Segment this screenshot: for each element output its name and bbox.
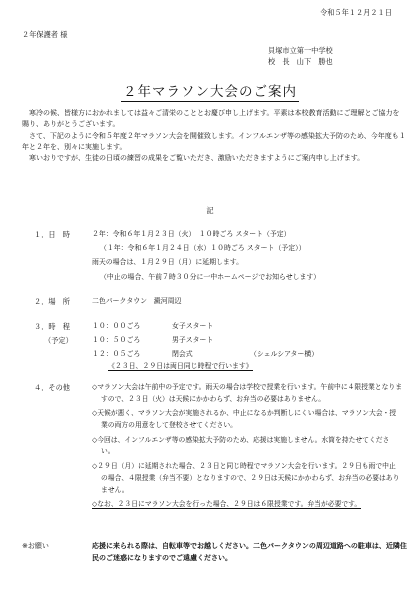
other-note-item — [92, 499, 402, 511]
other-note-item: ◇今回は、インフルエンザ等の感染拡大予防のため、応援は実施しません。水筒を持たせてください。 — [92, 435, 390, 456]
schedule-note — [108, 362, 253, 371]
intro-text — [22, 108, 406, 165]
other-note-item: ◇マラソン大会は午前中の予定です。雨天の場合は学校で授業を行います。午前中に４限授業となりますので、２３日（火）は天候にかかわらず、お弁当の必要はありません。 — [92, 383, 402, 403]
request-text: 応援に来られる際は、自転車等でお越しください。二色パークタウンの周辺道路への駐車は、近隣住民のご迷惑になりますのでご遠慮ください。 — [92, 542, 407, 562]
section-date-line: 雨天の場合は、１月２９日（月）に延期します。 — [92, 258, 244, 266]
schedule-note-text: 《２３日、２９日は両日同じ時程で行います》 — [108, 362, 253, 370]
schedule-time: １２：０５ごろ — [92, 350, 141, 358]
section-date-label: １．日 時 — [34, 230, 70, 239]
section-other-label: ４．その他 — [34, 383, 70, 392]
section-date-line: （中止の場合、午前７時３０分に一中ホームページでお知らせします） — [100, 273, 321, 281]
sender-block — [268, 45, 408, 67]
issue-date: 令和５年１２月２１日 — [320, 8, 392, 17]
section-schedule-label: ３．時 程 — [34, 322, 70, 331]
intro-paragraph: 寒いおりですが、生徒の日頃の練習の成果をご覧いただき、激励いただきますようにご案内申し上げます。 — [29, 154, 365, 163]
sender-principal: 校 長 山下 勝也 — [268, 57, 333, 67]
section-schedule-sublabel: （予定） — [44, 336, 73, 345]
other-note-item-underlined: ◇なお、２３日にマラソン大会を行った場合、２９日は６限授業です。弁当が必要です。 — [92, 500, 362, 509]
recipient: ２年保護者 様 — [22, 30, 68, 39]
intro-paragraph: さて、下記のように令和５年度２年マラソン大会を開催致します。インフルエンザ等の感染拡大予防のため、今年度も１年と２年を、別々に実施します。 — [22, 131, 406, 151]
schedule-event: 男子スタート — [172, 336, 214, 344]
section-date-line: ２年：令和６年１月２３日（火） １０時ごろ スタート（予定） — [92, 230, 291, 238]
section-date-line: （１年：令和６年１月２４日（水）１０時ごろ スタート（予定）） — [100, 244, 306, 252]
other-note-item: ◇２９日（月）に延期された場合、２３日と同じ時程でマラソン大会を行います。２９日も雨で中止の場合、４限授業（弁当不要）となりますので、２９日は天候にかかわらず、お弁当の必要はありません。 — [92, 462, 400, 494]
schedule-event: 閉会式 — [172, 350, 193, 358]
schedule-event: 女子スタート — [172, 322, 214, 330]
section-place-label: ２．場 所 — [34, 297, 70, 306]
intro-paragraph: 寒冷の候、皆様方におかれましては益々ご清栄のこととお慶び申し上げます。平素は本校教育活動にご理解とご協力を賜り、ありがとうございます。 — [22, 109, 400, 129]
schedule-time: １０：００ごろ — [92, 322, 141, 330]
sender-school: 貝塚市立第一中学校 — [268, 46, 333, 55]
document-title — [0, 84, 420, 101]
request-label: ※お願い — [22, 542, 49, 550]
section-place-value: 二色パークタウン 澱河周辺 — [92, 297, 182, 305]
ki-heading: 記 — [206, 206, 214, 215]
document-title-text: ２年マラソン大会のご案内 — [123, 84, 297, 100]
other-note-item: ◇天候が悪く、マラソン大会が実施されるか、中止になるか判断しにくい場合は、マラソン大会・授業の両方の用意をして登校させてください。 — [92, 409, 397, 430]
schedule-time: １０：５０ごろ — [92, 336, 141, 344]
schedule-location-note: （シェルシアター横） — [250, 350, 319, 358]
other-notes-list — [92, 382, 402, 514]
